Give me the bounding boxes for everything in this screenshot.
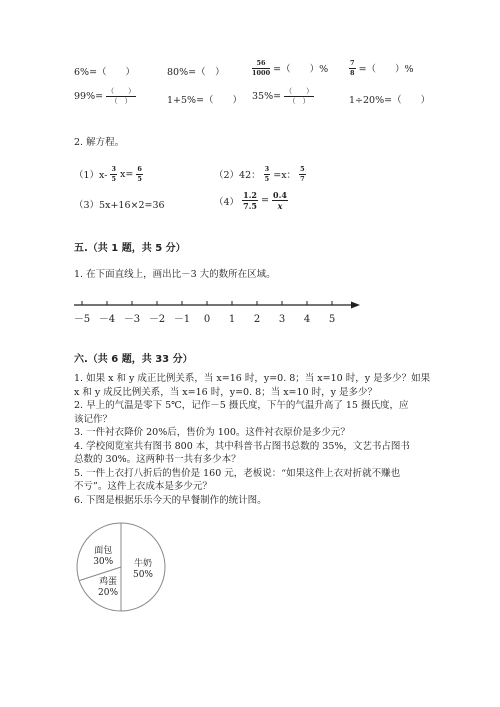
numerator: 7 (350, 59, 355, 67)
number-line-label: －2 (148, 314, 166, 325)
item-text: 35%= (252, 91, 282, 102)
denominator: 7 (300, 174, 305, 183)
item-text: =（ ）% (358, 64, 414, 75)
number-line-label: －3 (123, 314, 141, 325)
item-text: （1）x- (74, 170, 108, 181)
pie-slice-name: 面包 (94, 546, 113, 557)
item-text: x= (120, 168, 134, 180)
item-text: 六.（共 6 题，共 33 分） (74, 354, 193, 365)
number-line-label: 0 (203, 314, 211, 325)
number-line-label: －4 (98, 314, 116, 325)
item-text: = (261, 195, 269, 206)
denominator: 5 (111, 174, 117, 183)
denominator: 8 (350, 68, 355, 77)
item-text: （4） (214, 196, 240, 208)
pie-slice-name: 鸡蛋 (99, 576, 118, 587)
question-2-line-2: 该记作？ (74, 413, 113, 425)
denominator: 7.5 (243, 201, 257, 211)
item-text: =（ ）% (273, 64, 329, 75)
question-5-line-1: 5. 一件上衣打八折后的售价是 160 元，老板说：“如果这件上衣对折就不赚也 (74, 467, 401, 479)
numerator: 3 (111, 165, 117, 173)
denominator: （ ） (110, 97, 132, 105)
question-4-line-1: 4. 学校阅览室共有图书 800 本，其中科普书占图书总数的 35%，文艺书占图书 (74, 440, 410, 452)
item-text: （2）42： (214, 170, 261, 181)
number-line-label: 5 (328, 314, 336, 325)
question-6: 6. 下图是根据乐乐今天的早餐制作的统计图。 (74, 494, 267, 506)
item-text: 1+5%=（ ） (167, 95, 243, 106)
item-text: 五.（共 1 题，共 5 分） (74, 243, 186, 254)
question-1-line-2: x 和 y 成反比例关系，当 x=16 时，y=0. 8；当 x=10 时，y 是多少？ (74, 386, 378, 398)
number-line-label: －1 (173, 314, 191, 325)
numerator: 5 (300, 165, 305, 173)
denominator: 5 (264, 174, 270, 183)
numerator: （ ） (285, 87, 314, 95)
question-1-line-1: 1. 如果 x 和 y 成正比例关系，当 x=16 时，y=0. 8；当 x=10 时，y 是多少？如果 (74, 373, 431, 384)
item-text: 1÷20%=（ ） (349, 95, 431, 106)
pie-slice-percent: 20% (98, 587, 119, 598)
number-line-label: 3 (278, 314, 286, 325)
pie-slice-name: 牛奶 (133, 559, 153, 569)
item-text: （3）5x+16×2=36 (74, 200, 165, 211)
denominator: 5 (137, 174, 142, 183)
item-text: 2. 解方程。 (74, 137, 125, 148)
question-4-line-2: 总数的 30%。这两种书一共有多少本？ (74, 454, 241, 465)
number-line-label: 4 (303, 314, 311, 325)
question-5-line-2: 不亏”。这件上衣成本是多少元？ (74, 481, 212, 492)
number-line-label: －5 (73, 314, 91, 325)
denominator: 1000 (252, 68, 271, 77)
numerator: 6 (137, 165, 142, 173)
item-text: =x： (273, 170, 297, 181)
pie-slice-percent: 30% (93, 557, 114, 568)
item-text: 99%= (74, 91, 104, 102)
item-text: 80%=（ ） (167, 67, 225, 78)
item-text: 1. 在下面直线上，画出比－3 大的数所在区域。 (74, 269, 276, 280)
question-3: 3. 一件衬衣降价 20%后，售价为 100。这件衬衣原价是多少元？ (74, 427, 350, 438)
denominator: x (277, 201, 283, 211)
question-2-line-1: 2. 早上的气温是零下 5℃，记作－5 摄氏度，下午的气温升高了 15 摄氏度，应 (74, 400, 409, 411)
numerator: 56 (252, 60, 270, 69)
item-text: 6%=（ ） (74, 67, 136, 78)
denominator: （ ） (288, 97, 310, 105)
numerator: 1.2 (243, 190, 257, 200)
number-line-label: 2 (253, 314, 261, 325)
pie-slice-percent: 50% (132, 570, 154, 580)
numerator: 3 (264, 165, 270, 173)
numerator: 0.4 (273, 190, 287, 200)
numerator: （ ） (107, 87, 136, 95)
number-line-label: 1 (228, 314, 236, 325)
